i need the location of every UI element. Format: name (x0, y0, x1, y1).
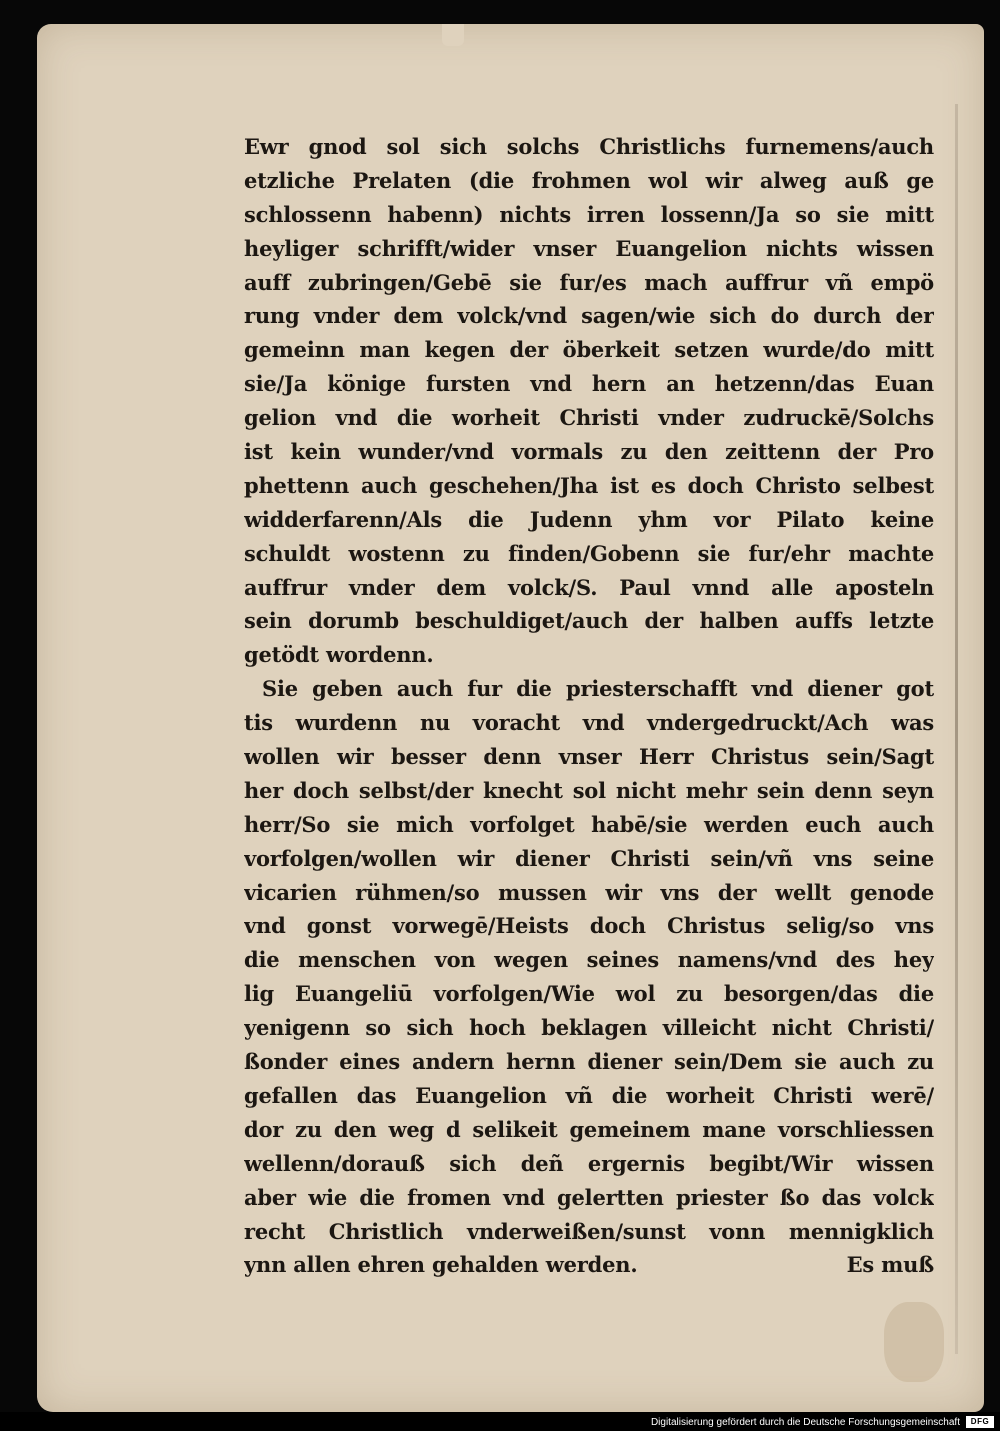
text-line: schuldt wostenn zu finden/Gobenn sie fur/ehr machte (244, 540, 934, 566)
text-line: rung vnder dem volck/vnd sagen/wie sich do durch der (244, 303, 934, 329)
text-line: auffrur vnder dem volck/S. Paul vnnd alle aposteln (244, 574, 934, 600)
text-line: wollen wir besser denn vnser Herr Christus sein/Sagt (244, 744, 934, 770)
dfg-logo-icon: DFG (966, 1416, 994, 1428)
paper-stain (884, 1302, 944, 1382)
text-line: ist kein wunder/vnd vormals zu den zeittenn der Pro (244, 439, 934, 465)
text-line: wellenn/dorauß sich deñ ergernis begibt/Wir wissen (244, 1150, 934, 1176)
text-line: vicarien rühmen/so mussen wir vns der wellt genode (244, 879, 934, 905)
text-line: phettenn auch geschehen/Jha ist es doch Christo selbest (244, 472, 934, 498)
text-line: auff zubringen/Gebē sie fur/es mach auffrur vñ empö (244, 269, 934, 295)
page-crease (955, 104, 958, 1354)
text-line: widderfarenn/Als die Judenn yhm vor Pilato keine (244, 506, 934, 532)
text-line: lig Euangeliū vorfolgen/Wie wol zu besorgen/das die (244, 981, 934, 1007)
text-line: gemeinn man kegen der öberkeit setzen wurde/do mitt (244, 337, 934, 363)
text-line: tis wurdenn nu voracht vnd vndergedruckt/Ach was (244, 710, 934, 736)
page-top-tab (442, 24, 464, 46)
text-line: schlossenn habenn) nichts irren lossenn/Ja so sie mitt (244, 201, 934, 227)
text-line: Ewr gnod sol sich solchs Christlichs furnemens/auch (244, 134, 934, 159)
text-line: yenigenn so sich hoch beklagen villeicht nicht Christi/ (244, 1015, 934, 1041)
page-text-block (244, 130, 934, 1282)
text-line: vnd gonst vorwegē/Heists doch Christus selig/so vns (244, 913, 934, 939)
text-line: ßonder eines andern hernn diener sein/Dem sie auch zu (244, 1049, 934, 1075)
text-line: her doch selbst/der knecht sol nicht mehr sein denn seyn (244, 777, 934, 803)
text-line-paragraph-start: Sie geben auch fur die priesterschafft vnd diener got (262, 676, 934, 702)
text-line: etzliche Prelaten (die frohmen wol wir alweg auß ge (244, 167, 934, 193)
catchword: Es muß (846, 1252, 934, 1278)
text-line-last (244, 1248, 934, 1282)
text-line-paragraph-end: getödt wordenn. (244, 642, 434, 668)
last-line-text: ynn allen ehren gehalden werden. (244, 1252, 638, 1278)
footer-bar (0, 1412, 1000, 1431)
text-line: recht Christlich vnderweißen/sunst vonn mennigklich (244, 1218, 934, 1244)
text-line: sein dorumb beschuldiget/auch der halben auffs letzte (244, 608, 934, 634)
text-line: die menschen von wegen seines namens/vnd des hey (244, 947, 934, 973)
text-line: herr/So sie mich vorfolget habē/sie werden euch auch (244, 811, 934, 837)
text-line: heyliger schrifft/wider vnser Euangelion nichts wissen (244, 235, 934, 261)
text-line: dor zu den weg d selikeit gemeinem mane vorschliessen (244, 1116, 934, 1142)
text-line: vorfolgen/wollen wir diener Christi sein/vñ vns seine (244, 845, 934, 871)
funding-credit: Digitalisierung gefördert durch die Deutsche Forschungsgemeinschaft (650, 1417, 960, 1428)
text-line: gefallen das Euangelion vñ die worheit Christi werē/ (244, 1082, 934, 1108)
text-line: gelion vnd die worheit Christi vnder zudruckē/Solchs (244, 405, 934, 431)
text-line: sie/Ja könige fursten vnd hern an hetzenn/das Euan (244, 371, 934, 397)
text-line: aber wie die fromen vnd gelertten priester ßo das volck (244, 1184, 934, 1210)
